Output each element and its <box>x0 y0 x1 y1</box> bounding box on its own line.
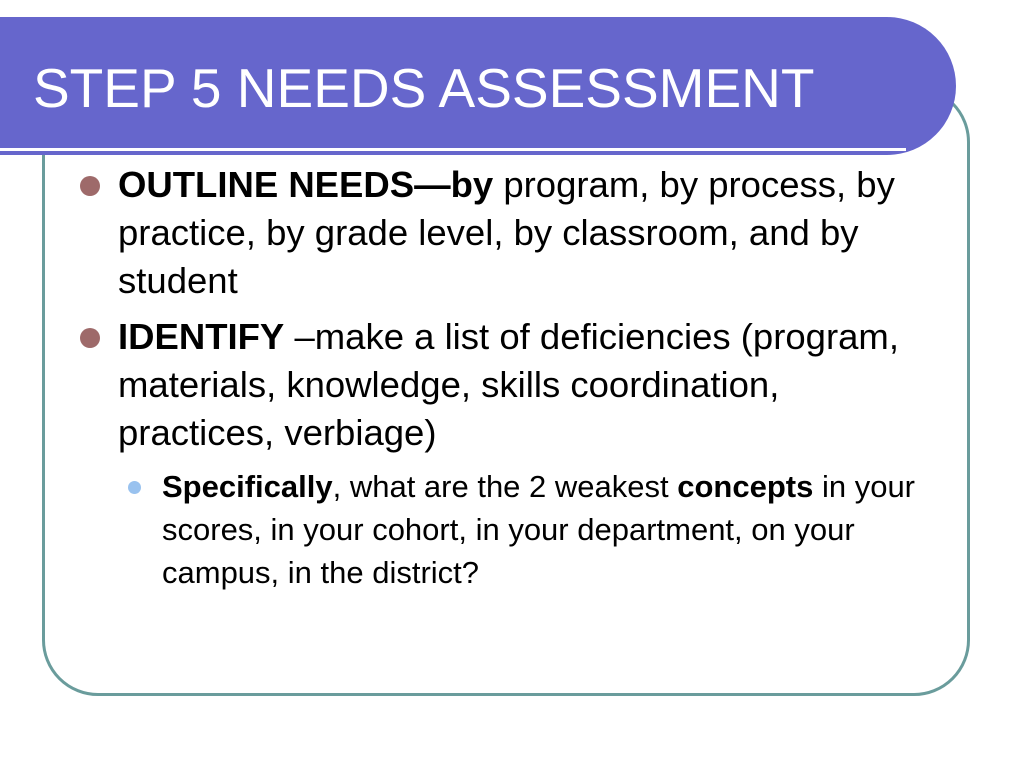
sub-bullet-specifically <box>128 465 940 594</box>
bullet-outline-needs <box>80 161 940 305</box>
bullet-text-outline-needs: program, by process, by practice, by grade level, by classroom, and by student <box>118 164 895 301</box>
title-bar <box>0 17 956 155</box>
title-underline <box>0 148 906 151</box>
bullet-text-identify: –make a list of deficiencies (program, materials, knowledge, skills coordination, practices, verbiage) <box>118 316 899 453</box>
sub-bullet-text-part2: in your scores, in your cohort, in your department, on your campus, in the district? <box>162 469 916 590</box>
sub-bullet-bold-concepts: concepts <box>677 469 814 504</box>
sub-bullet-dot-icon <box>128 481 141 494</box>
sub-bullet-text-part1: , what are the 2 weakest <box>332 469 678 504</box>
sub-bullet-bold-specifically: Specifically <box>162 469 333 504</box>
bullet-heading-identify: IDENTIFY <box>118 316 285 357</box>
bullet-dot-icon <box>80 176 100 196</box>
bullet-heading-outline-needs: OUTLINE NEEDS—by <box>118 164 494 205</box>
bullet-list <box>80 161 940 594</box>
bullet-dot-icon <box>80 328 100 348</box>
slide-title: STEP 5 NEEDS ASSESSMENT <box>33 57 815 119</box>
bullet-identify <box>80 313 940 457</box>
